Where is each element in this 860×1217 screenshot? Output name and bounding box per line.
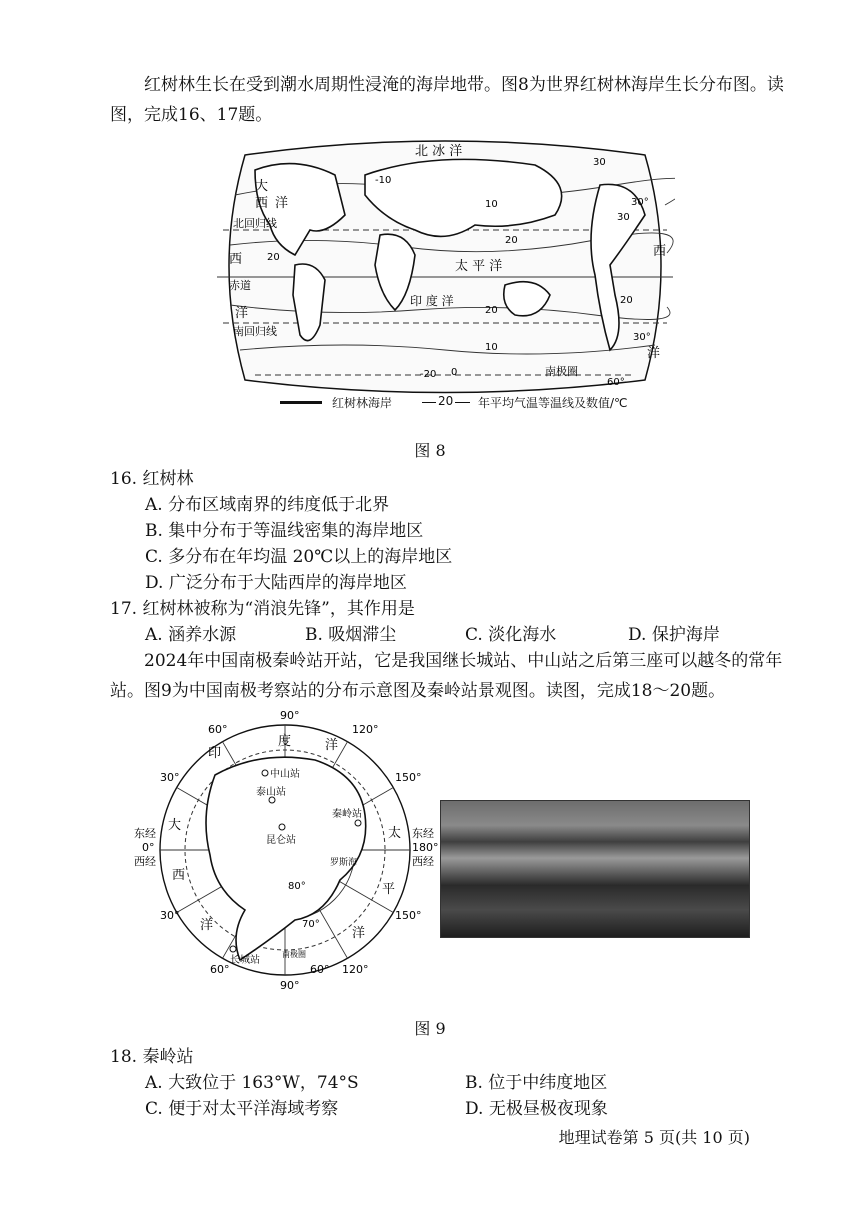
deg-90-top: 90°: [280, 709, 300, 722]
ocean-du: 度: [278, 734, 292, 749]
label-equator: 赤道: [229, 279, 251, 292]
label-arctic-ocean: 北 冰 洋: [415, 144, 463, 159]
q17-option-c: C. 淡化海水: [465, 625, 557, 645]
station-changcheng: 长城站: [230, 955, 260, 966]
iso-minus20: -20: [420, 369, 437, 380]
world-mangrove-map: [215, 135, 675, 397]
label-tropic-south: 南回归线: [233, 325, 277, 338]
figure-9-caption: 图 9: [414, 1019, 446, 1038]
ocean-xi: 西: [172, 868, 186, 883]
iso-30a: 30: [617, 212, 630, 223]
legend-isotherm-label: 年平均气温等温线及数值/℃: [478, 396, 628, 410]
deg-120-top-right: 120°: [352, 723, 379, 736]
label-atlantic-2: 西: [255, 196, 269, 211]
q18-option-a: A. 大致位于 163°W，74°S: [145, 1073, 359, 1093]
deg-60-bottom-right: 60°: [310, 963, 330, 976]
station-kunlun: 昆仑站: [266, 835, 296, 846]
deg-150-bottom-right: 150°: [395, 909, 422, 922]
iso-0: 0: [451, 367, 458, 378]
q18-option-d: D. 无极昼极夜现象: [465, 1099, 608, 1119]
deg-0: 0°: [142, 841, 155, 854]
label-west-ocean: 洋: [235, 306, 249, 321]
iso-20a: 20: [267, 252, 280, 263]
deg-30-left: 30°: [160, 771, 180, 784]
lat-30n: 30°: [631, 197, 649, 208]
station-zhongshan: 中山站: [270, 769, 300, 780]
label-west-1: 西: [653, 244, 667, 259]
deg-90-bottom: 90°: [280, 979, 300, 992]
q16-option-a: A. 分布区域南界的纬度低于北界: [145, 495, 390, 515]
legend-isotherm-sample: 20: [438, 394, 454, 408]
q17-stem: 17. 红树林被称为“消浪先锋”，其作用是: [110, 599, 415, 619]
label-west-2: 西: [229, 252, 243, 267]
iso-10a: 10: [485, 199, 498, 210]
deg-60-top-left: 60°: [208, 723, 228, 736]
lat-60s: 60°: [607, 377, 625, 388]
deg-150-right: 150°: [395, 771, 422, 784]
ocean-yang-2: 洋: [200, 918, 214, 933]
legend-mangrove-line: [280, 401, 322, 404]
ocean-yang-3: 洋: [352, 926, 366, 941]
iso-30b: 30: [593, 157, 606, 168]
deg-30-bottom-left: 30°: [160, 909, 180, 922]
label-west-longitude-right: 西经: [412, 855, 434, 868]
deg-120-bottom-right: 120°: [342, 963, 369, 976]
label-east-longitude: 东经: [134, 827, 156, 840]
antarctic-station-map: [120, 705, 440, 995]
iso-20b: 20: [505, 235, 518, 246]
figure-8-caption: 图 8: [414, 441, 446, 460]
q16-option-b: B. 集中分布于等温线密集的海岸地区: [145, 521, 424, 541]
label-atlantic-1: 大: [255, 179, 269, 194]
q16-option-d: D. 广泛分布于大陆西岸的海岸地区: [145, 573, 407, 593]
label-indian: 印 度 洋: [410, 294, 454, 308]
q17-option-a: A. 涵养水源: [145, 625, 237, 645]
page-footer: 地理试卷第 5 页(共 10 页): [558, 1128, 750, 1147]
q16-option-c: C. 多分布在年均温 20℃以上的海岸地区: [145, 547, 453, 567]
ocean-yang-1: 洋: [325, 738, 339, 753]
q18-option-c: C. 便于对太平洋海域考察: [145, 1099, 339, 1119]
label-atlantic-3: 洋: [275, 196, 289, 211]
q18-option-b: B. 位于中纬度地区: [465, 1073, 608, 1093]
lat-30s: 30°: [633, 332, 651, 343]
ocean-da: 大: [168, 818, 182, 833]
intro-paragraph-2: 2024年中国南极秦岭站开站，它是我国继长城站、中山站之后第三座可以越冬的常年站。图9为中国南极考察站的分布示意图及秦岭站景观图。读图，完成18～20题。: [110, 651, 783, 701]
deg-60-bottom-left: 60°: [210, 963, 230, 976]
legend-mangrove-label: 红树林海岸: [332, 396, 393, 410]
label-antarctic-circle: 南极圈: [545, 365, 578, 378]
ocean-tai: 太: [388, 826, 402, 841]
intro-paragraph-1: 红树林生长在受到潮水周期性浸淹的海岸地带。图8为世界红树林海岸生长分布图。读图，完成16、17题。: [110, 75, 784, 125]
label-east-longitude-right: 东经: [412, 827, 434, 840]
deg-80: 80°: [288, 881, 306, 892]
label-ross-sea: 罗斯海: [330, 858, 358, 868]
deg-70: 70°: [302, 919, 320, 930]
ocean-ping: 平: [382, 882, 396, 897]
label-antarctic-circle-2: 南极圈: [282, 950, 306, 959]
q17-option-d: D. 保护海岸: [628, 625, 720, 645]
iso-10b: 10: [485, 342, 498, 353]
label-west-longitude: 西经: [134, 855, 156, 868]
ocean-yin: 印: [208, 746, 222, 761]
station-qinling: 秦岭站: [332, 809, 362, 820]
label-pacific: 太 平 洋: [455, 259, 503, 274]
qinling-station-photo: [440, 800, 750, 938]
iso-20c: 20: [485, 305, 498, 316]
q18-stem: 18. 秦岭站: [110, 1047, 194, 1067]
iso-minus10: -10: [375, 175, 392, 186]
label-east-ocean: 洋: [647, 346, 661, 361]
deg-180: 180°: [412, 841, 439, 854]
station-taishan: 泰山站: [256, 787, 286, 798]
q16-stem: 16. 红树林: [110, 469, 194, 489]
q17-option-b: B. 吸烟滞尘: [305, 625, 397, 645]
iso-20d: 20: [620, 295, 633, 306]
label-tropic-north: 北回归线: [233, 217, 277, 230]
